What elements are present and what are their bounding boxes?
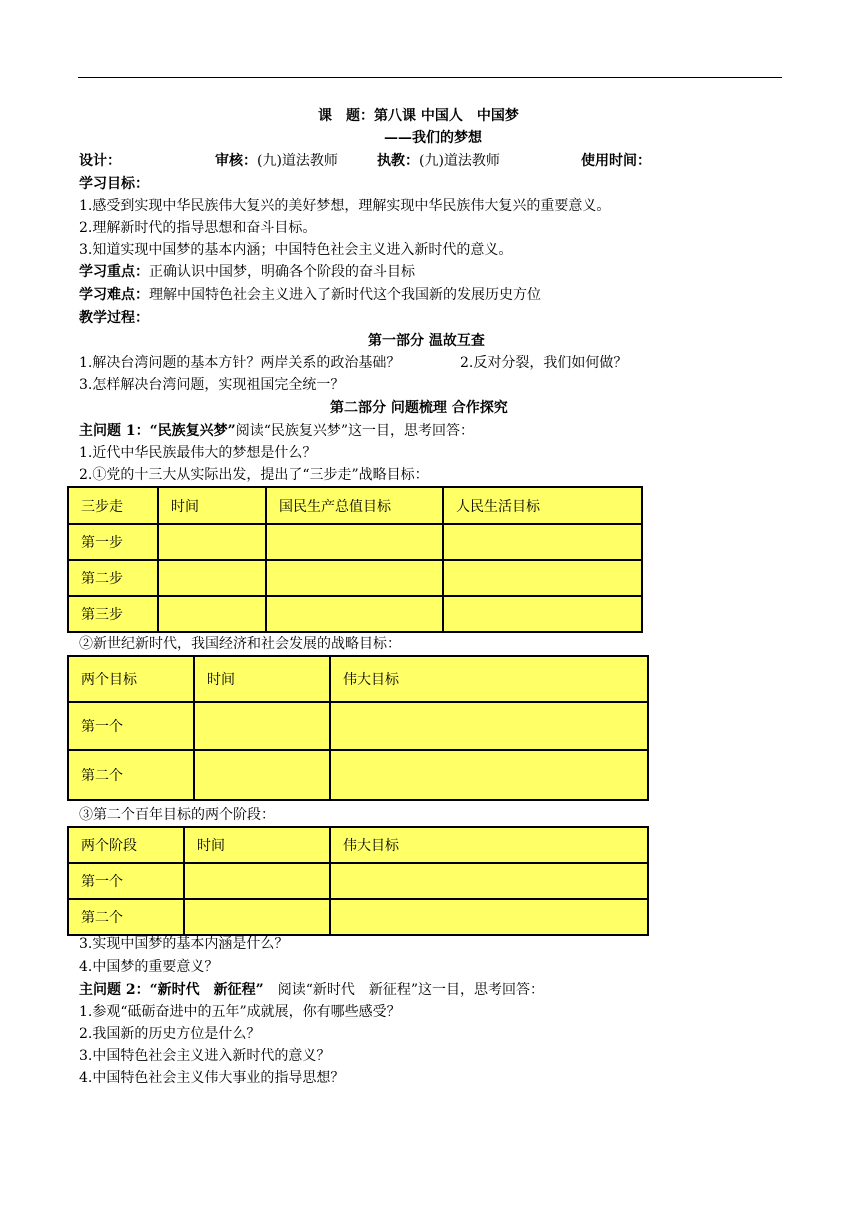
table-header-cell: 时间 (184, 827, 330, 863)
time-input-cell[interactable] (194, 750, 330, 800)
key-point (79, 262, 415, 282)
topic2-label: 主问题 2：“新时代 新征程” (79, 982, 264, 998)
key-point-label: 学习重点： (79, 264, 149, 280)
time-input-cell[interactable] (158, 560, 266, 596)
part1-title: 第一部分 温故互查 (368, 333, 485, 349)
topic2-text: 阅读“新时代 新征程”这一目，思考回答： (277, 982, 545, 998)
t2-q1: 1.参观“砥砺奋进中的五年”成就展，你有哪些感受？ (79, 1004, 401, 1020)
table-row (68, 560, 642, 596)
use-time-label: 使用时间： (581, 153, 651, 169)
goal-input-cell[interactable] (330, 702, 648, 750)
goal-input-cell[interactable] (330, 899, 648, 935)
teach-label: 执教： (377, 153, 419, 169)
t2-q4: 4.中国特色社会主义伟大事业的指导思想？ (79, 1070, 345, 1086)
table-row (68, 750, 648, 800)
time-input-cell[interactable] (158, 524, 266, 560)
row-label-cell: 第一个 (68, 702, 194, 750)
living-goal-input-cell[interactable] (443, 524, 642, 560)
t1-q1: 1.近代中华民族最伟大的梦想是什么？ (79, 445, 317, 461)
table-header-cell: 时间 (158, 487, 266, 524)
row-label-cell: 第二步 (68, 560, 158, 596)
table-header-cell: 三步走 (68, 487, 158, 524)
goal-input-cell[interactable] (330, 750, 648, 800)
difficulty (79, 285, 541, 305)
table-header-row (68, 827, 648, 863)
table-header-cell: 时间 (194, 656, 330, 702)
table-row (68, 702, 648, 750)
time-input-cell[interactable] (158, 596, 266, 632)
table-row (68, 524, 642, 560)
row-label-cell: 第三步 (68, 596, 158, 632)
strategic-goals-table (67, 655, 649, 801)
goal-item: 3.知道实现中国梦的基本内涵；中国特色社会主义进入新时代的意义。 (79, 242, 513, 258)
three-steps-table (67, 486, 643, 633)
time-input-cell[interactable] (184, 899, 330, 935)
t1-q2: 2.①党的十三大从实际出发，提出了“三步走”战略目标： (79, 467, 429, 483)
key-point-text: 正确认识中国梦，明确各个阶段的奋斗目标 (149, 264, 415, 280)
difficulty-label: 学习难点： (79, 287, 149, 303)
design-label: 设计： (79, 153, 121, 169)
row-label-cell: 第二个 (68, 899, 184, 935)
part1-q3: 3.怎样解决台湾问题，实现祖国完全统一？ (79, 377, 345, 393)
living-goal-input-cell[interactable] (443, 596, 642, 632)
row-label-cell: 第一步 (68, 524, 158, 560)
table-header-cell: 两个阶段 (68, 827, 184, 863)
time-input-cell[interactable] (194, 702, 330, 750)
topic1 (79, 421, 474, 441)
two-stages-table (67, 826, 649, 936)
t1-q3: 3.实现中国梦的基本内涵是什么？ (79, 936, 289, 952)
goals-heading: 学习目标： (79, 176, 149, 192)
t1-q2c: ③第二个百年目标的两个阶段： (79, 807, 275, 823)
t1-q2b: ②新世纪新时代，我国经济和社会发展的战略目标： (79, 636, 401, 652)
difficulty-text: 理解中国特色社会主义进入了新时代这个我国新的发展历史方位 (149, 287, 541, 303)
table-row (68, 863, 648, 899)
time-input-cell[interactable] (184, 863, 330, 899)
topic1-label: 主问题 1：“民族复兴梦” (79, 423, 236, 439)
process-label: 教学过程： (79, 310, 149, 326)
goal-item: 1.感受到实现中华民族伟大复兴的美好梦想，理解实现中华民族伟大复兴的重要意义。 (79, 198, 611, 214)
review-value: (九)道法教师 (257, 153, 338, 169)
goal-input-cell[interactable] (330, 863, 648, 899)
t1-q4: 4.中国梦的重要意义？ (79, 959, 219, 975)
table-header-cell: 伟大目标 (330, 656, 648, 702)
part2-title: 第二部分 问题梳理 合作探究 (330, 400, 508, 416)
gnp-goal-input-cell[interactable] (266, 524, 443, 560)
table-header-cell: 人民生活目标 (443, 487, 642, 524)
table-header-cell: 两个目标 (68, 656, 194, 702)
table-row (68, 899, 648, 935)
goal-item: 2.理解新时代的指导思想和奋斗目标。 (79, 220, 317, 236)
t2-q2: 2.我国新的历史方位是什么？ (79, 1026, 261, 1042)
row-label-cell: 第二个 (68, 750, 194, 800)
teach-value: (九)道法教师 (419, 153, 500, 169)
table-row (68, 596, 642, 632)
table-header-row (68, 487, 642, 524)
table-header-cell: 国民生产总值目标 (266, 487, 443, 524)
topic2 (79, 980, 544, 1000)
lesson-subtitle: ——我们的梦想 (384, 130, 482, 146)
gnp-goal-input-cell[interactable] (266, 596, 443, 632)
review-label: 审核： (215, 153, 257, 169)
part1-q2: 2.反对分裂，我们如何做？ (460, 355, 628, 371)
header-rule (78, 77, 782, 78)
living-goal-input-cell[interactable] (443, 560, 642, 596)
topic1-text: 阅读“民族复兴梦”这一目，思考回答： (235, 423, 475, 439)
part1-q1: 1.解决台湾问题的基本方针？两岸关系的政治基础？ (79, 355, 401, 371)
gnp-goal-input-cell[interactable] (266, 560, 443, 596)
lesson-title: 课 题：第八课 中国人 中国梦 (318, 108, 519, 124)
t2-q3: 3.中国特色社会主义进入新时代的意义？ (79, 1048, 331, 1064)
table-header-row (68, 656, 648, 702)
table-header-cell: 伟大目标 (330, 827, 648, 863)
row-label-cell: 第一个 (68, 863, 184, 899)
